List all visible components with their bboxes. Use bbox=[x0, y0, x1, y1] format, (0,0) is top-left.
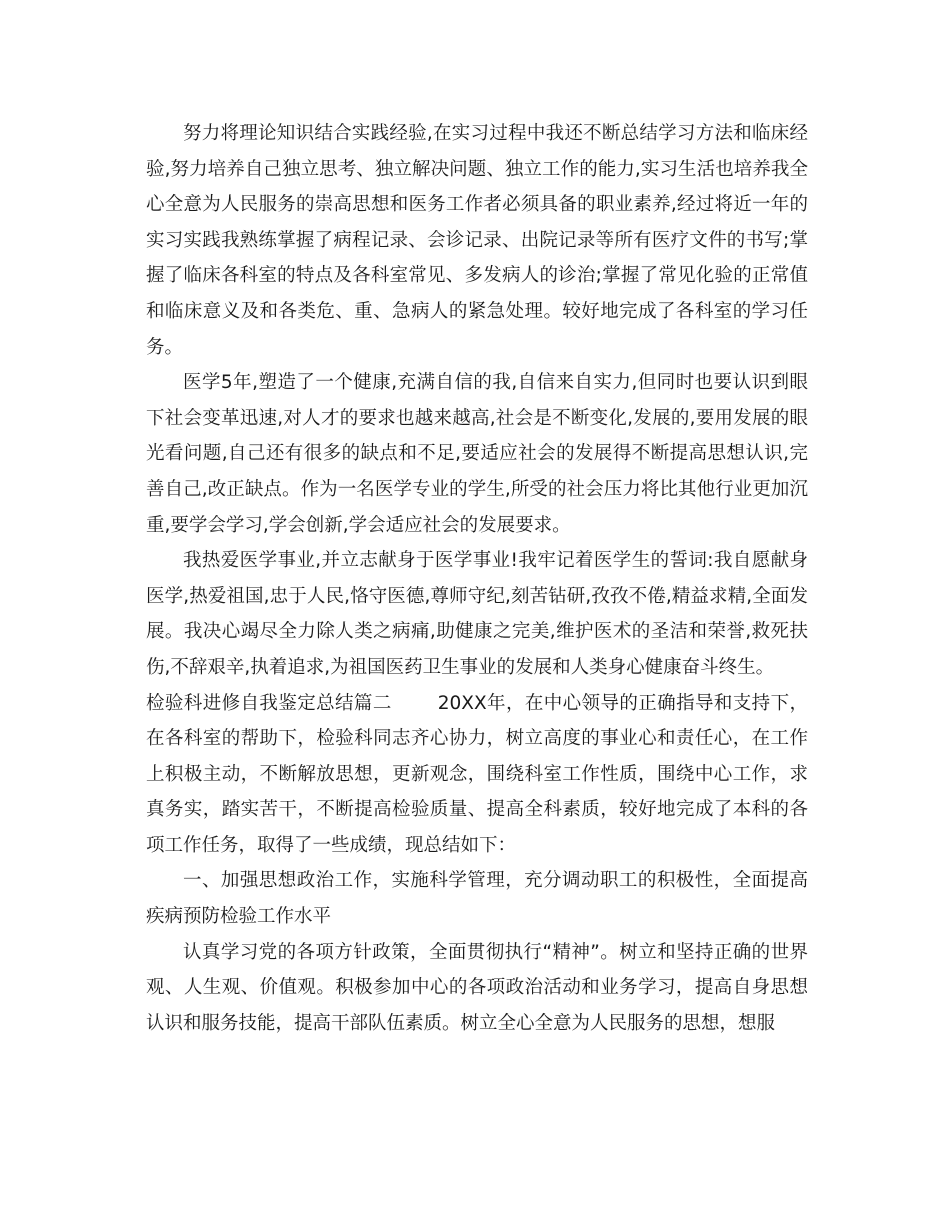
section-intro: 20XX年，在中心领导的正确指导和支持下，在各科室的帮助下，检验科同志齐心协力，树立高度的事业心和责任心，在工作上积极主动，不断解放思想，更新观念，围绕科室工作性质，围绕中心工作，求真务实，踏实苦干，不断提高检验质量、提高全科素质，较好地完成了本科的各项工作任务，取得了一些成绩，现总结如下： bbox=[146, 692, 808, 856]
subheading: 一、加强思想政治工作，实施科学管理，充分调动职工的积极性，全面提高疾病预防检验工作水平 bbox=[146, 870, 808, 928]
paragraph-oath: 我热爱医学事业,并立志献身于医学事业!我牢记着医学生的誓词:我自愿献身医学,热爱祖国,忠于人民,恪守医德,尊师守纪,刻苦钻研,孜孜不倦,精益求精,全面发展。我决心竭尽全力除人类之病痛,助健康之完美,维护医术的圣洁和荣誉,救死扶伤,不辞艰辛,执着追求,为祖国医药卫生事业的发展和人类身心健康奋斗终生。 bbox=[146, 550, 808, 678]
section-title: 检验科进修自我鉴定总结篇二 bbox=[146, 692, 392, 714]
paragraph-study-policy: 认真学习党的各项方针政策，全面贯彻执行“精神”。树立和坚持正确的世界观、人生观、价值观。积极参加中心的各项政治活动和业务学习，提高自身思想认识和服务技能，提高干部队伍素质。树立全心全意为人民服务的思想，想服 bbox=[146, 941, 808, 1034]
document-body bbox=[146, 116, 808, 1041]
paragraph-five-years: 医学5年,塑造了一个健康,充满自信的我,自信来自实力,但同时也要认识到眼下社会变革迅速,对人才的要求也越来越高,社会是不断变化,发展的,要用发展的眼光看问题,自己还有很多的缺点和不足,要适应社会的发展得不断提高思想认识,完善自己,改正缺点。作为一名医学专业的学生,所受的社会压力将比其他行业更加沉重,要学会学习,学会创新,学会适应社会的发展要求。 bbox=[146, 372, 808, 536]
paragraph-internship-summary: 努力将理论知识结合实践经验,在实习过程中我还不断总结学习方法和临床经验,努力培养自己独立思考、独立解决问题、独立工作的能力,实习生活也培养我全心全意为人民服务的崇高思想和医务工作者必须具备的职业素养,经过将近一年的实习实践我熟练掌握了病程记录、会诊记录、出院记录等所有医疗文件的书写;掌握了临床各科室的特点及各科室常见、多发病人的诊治;掌握了常见化验的正常值和临床意义及和各类危、重、急病人的紧急处理。较好地完成了各科室的学习任务。 bbox=[146, 123, 808, 358]
section-heading-line bbox=[146, 686, 808, 864]
